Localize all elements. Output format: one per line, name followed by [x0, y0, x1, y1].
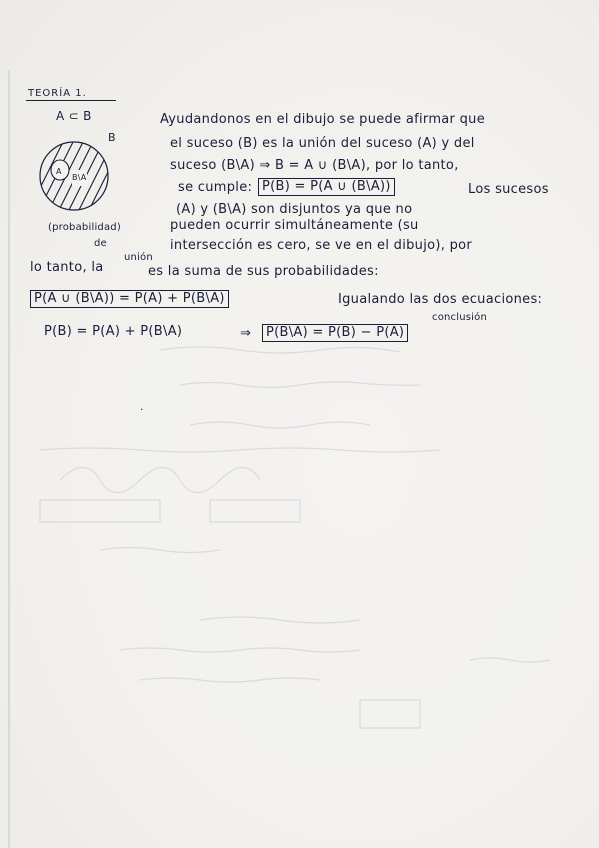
- bleed-through-ink: [0, 330, 599, 750]
- set-relation: A ⊂ B: [56, 109, 92, 123]
- diagram-outer-label: B: [108, 131, 116, 144]
- text-line-9a: lo tanto, la: [30, 260, 104, 275]
- text-line-3: suceso (B\A) ⇒ B = A ∪ (B\A), por lo tanto,: [170, 158, 459, 173]
- formula-conclusion-box: P(B\A) = P(B) − P(A): [262, 324, 408, 342]
- text-line-10: Igualando las dos ecuaciones:: [338, 292, 543, 307]
- section-title: TEORÍA 1.: [28, 88, 87, 99]
- formula-combined: P(B) = P(A) + P(B\A): [44, 324, 183, 339]
- margin-line: [8, 70, 10, 848]
- text-line-8: intersección es cero, se ve en el dibujo), por: [170, 238, 473, 253]
- implies-arrow: ⇒: [240, 326, 252, 341]
- text-line-2: el suceso (B) es la unión del suceso (A) y del: [170, 136, 475, 151]
- text-line-9b: es la suma de sus probabilidades:: [148, 264, 379, 279]
- margin-note-de: de: [94, 238, 107, 249]
- text-line-6: (A) y (B\A) son disjuntos ya que no: [176, 202, 413, 217]
- text-line-9-insert: unión: [124, 252, 153, 263]
- diagram-inner-label: A: [56, 167, 62, 176]
- margin-note-probabilidad: (probabilidad): [48, 222, 121, 233]
- text-line-5: Los sucesos: [468, 182, 549, 197]
- stray-dot: .: [140, 400, 144, 413]
- text-line-4: se cumple:: [178, 180, 253, 195]
- diagram-region-label: B\A: [72, 170, 87, 186]
- conclusion-note: conclusión: [432, 312, 488, 323]
- formula-union-box: P(B) = P(A ∪ (B\A)): [258, 178, 395, 196]
- text-line-1: Ayudandonos en el dibujo se puede afirmar que: [160, 112, 486, 127]
- title-underline: [26, 100, 116, 101]
- text-line-7: pueden ocurrir simultáneamente (su: [170, 218, 419, 233]
- formula-disjoint-sum-box: P(A ∪ (B\A)) = P(A) + P(B\A): [30, 290, 229, 308]
